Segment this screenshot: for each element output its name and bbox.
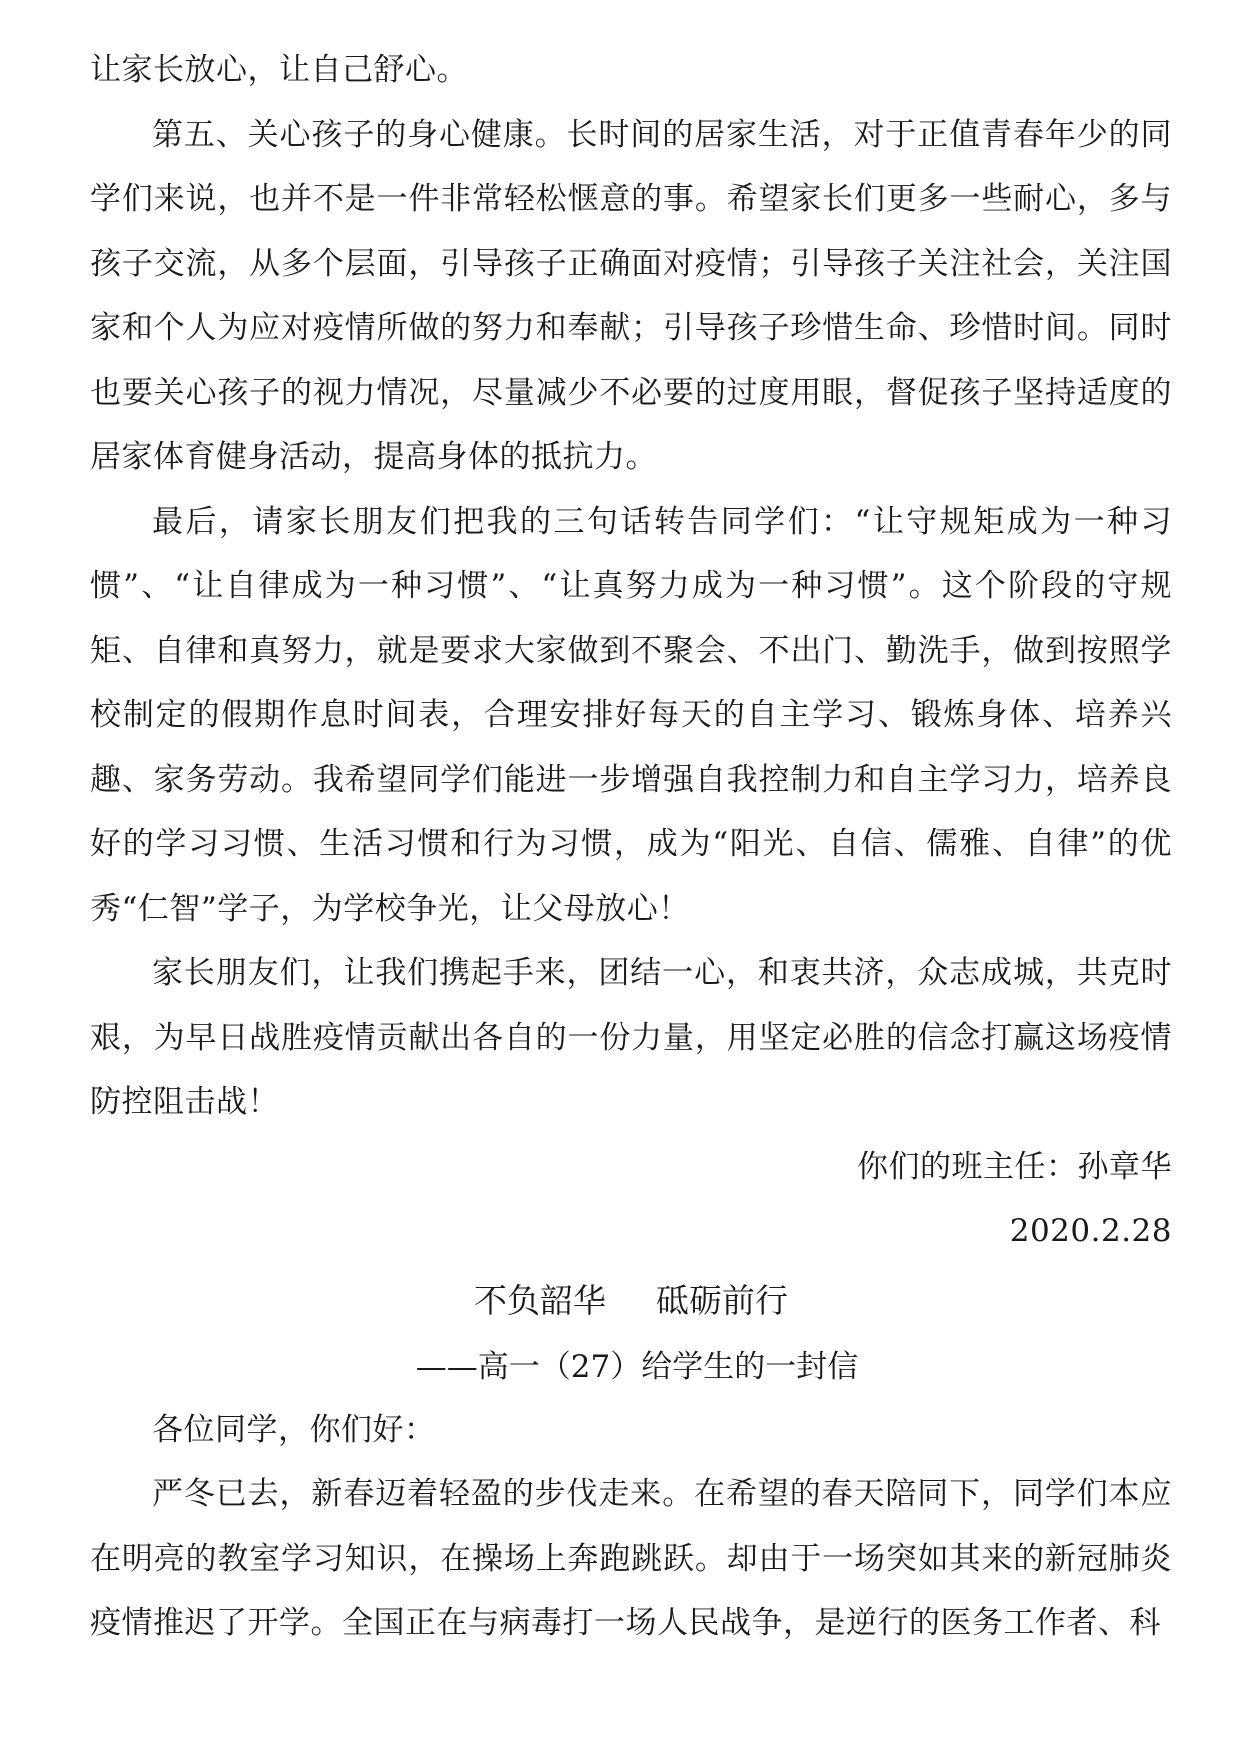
letter1-signature: 你们的班主任：孙章华 — [857, 1148, 1172, 1185]
letter2-title-part1: 不负韶华 — [474, 1280, 606, 1320]
letter1-intro-tail: 让家长放心，让自己舒心。 — [90, 52, 468, 88]
letter1-paragraph-closing: 家长朋友们，让我们携起手来，团结一心，和衷共济，众志成城，共克时艰，为早日战胜疫情贡献出各自的一份力量，用坚定必胜的信念打赢这场疫情防控阻击战！ — [90, 955, 1172, 1120]
letter2-title — [90, 1264, 1172, 1336]
letter2-title-part2: 砥砺前行 — [656, 1280, 788, 1320]
letter1-paragraph-final: 最后，请家长朋友们把我的三句话转告同学们：“让守规矩成为一种习惯”、“让自律成为一种习惯”、“让真努力成为一种习惯”。这个阶段的守规矩、自律和真努力，就是要求大家做到不聚会、不出门、勤洗手，做到按照学校制定的假期作息时间表，合理安排好每天的自主学习、锻炼身体、培养兴趣、家务劳动。我希望同学们能进一步增强自我控制力和自主学习力，培养良好的学习习惯、生活习惯和行为习惯，成为“阳光、自信、儒雅、自律”的优秀“仁智”学子，为学校争光，让父母放心！ — [90, 503, 1172, 927]
letter2-subtitle: ——高一（27）给学生的一封信 — [415, 1348, 859, 1385]
letter2-greeting: 各位同学，你们好： — [152, 1411, 436, 1448]
letter1-date: 2020.2.28 — [1009, 1213, 1172, 1249]
letter1-paragraph-health: 第五、关心孩子的身心健康。长时间的居家生活，对于正值青春年少的同学们来说，也并不是一件非常轻松惬意的事。希望家长们更多一些耐心，多与孩子交流，从多个层面，引导孩子正确面对疫情；引导孩子关注社会，关注国家和个人为应对疫情所做的努力和奉献；引导孩子珍惜生命、珍惜时间。同时也要关心孩子的视力情况，尽量减少不必要的过度用眼，督促孩子坚持适度的居家体育健身活动，提高身体的抵抗力。 — [90, 116, 1172, 475]
letter2-paragraph-1: 严冬已去，新春迈着轻盈的步伐走来。在希望的春天陪同下，同学们本应在明亮的教室学习知识，在操场上奔跑跳跃。却由于一场突如其来的新冠肺炎疫情推迟了开学。全国正在与病毒打一场人民战争，是逆行的医务工作者、科 — [90, 1476, 1172, 1641]
